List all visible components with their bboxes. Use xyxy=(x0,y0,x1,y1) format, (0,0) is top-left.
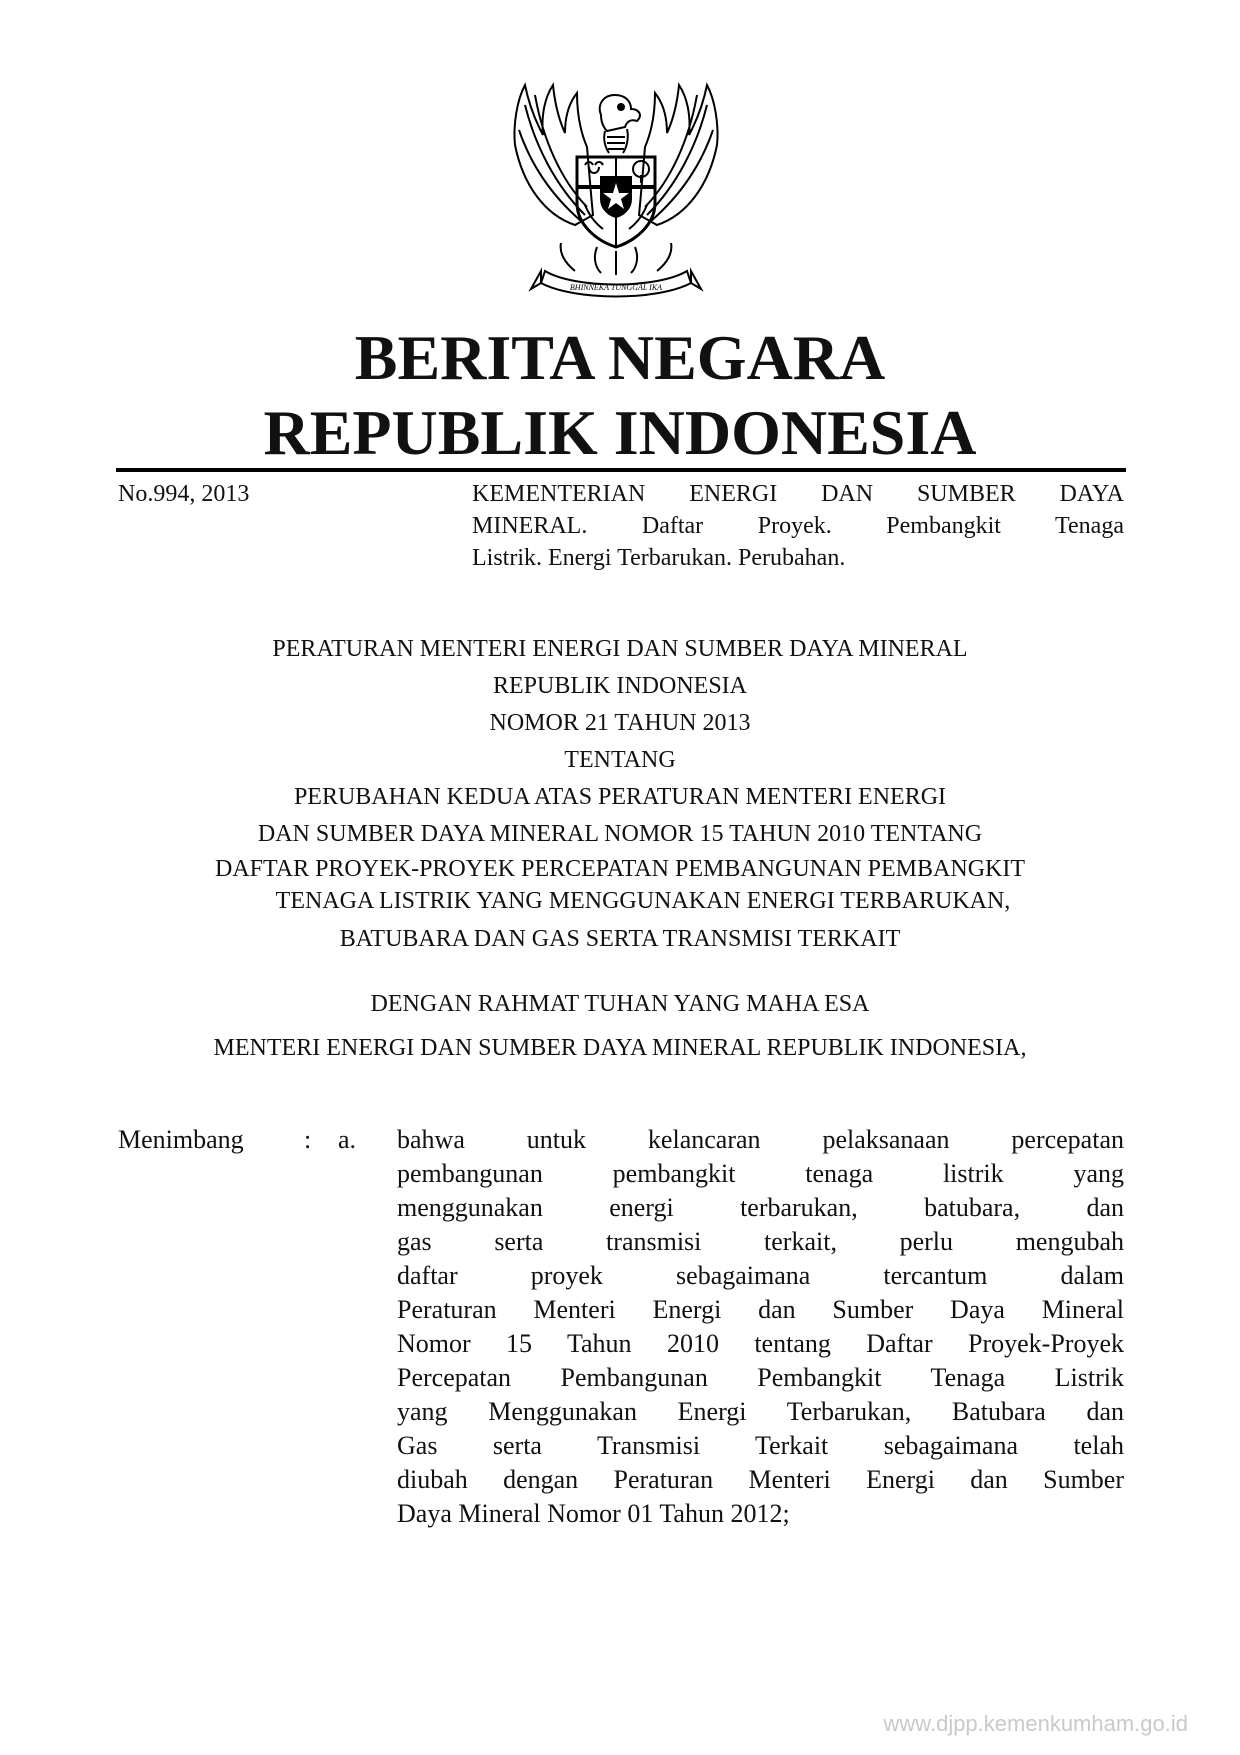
opening-minister: MENTERI ENERGI DAN SUMBER DAYA MINERAL REPUBLIK INDONESIA, xyxy=(213,1035,1027,1061)
considering-text-line: menggunakan energi terbarukan, batubara, dan xyxy=(397,1193,1124,1222)
considering-text-line: Nomor 15 Tahun 2010 tentang Daftar Proyek-Proyek xyxy=(397,1329,1124,1358)
regulation-title-line: NOMOR 21 TAHUN 2013 xyxy=(489,710,751,736)
considering-text-line: bahwa untuk kelancaran pelaksanaan percepatan xyxy=(397,1125,1124,1154)
regulation-title-line: REPUBLIK INDONESIA xyxy=(493,673,747,699)
gazette-number: No.994, 2013 xyxy=(118,481,250,507)
source-watermark: www.djpp.kemenkumham.go.id xyxy=(883,1711,1188,1736)
considering-text-line: yang Menggunakan Energi Terbarukan, Batubara dan xyxy=(397,1397,1124,1426)
gazette-description-line: KEMENTERIAN ENERGI DAN SUMBER DAYA xyxy=(472,481,1124,507)
opening-invocation: DENGAN RAHMAT TUHAN YANG MAHA ESA xyxy=(370,991,870,1017)
considering-text-line: Percepatan Pembangunan Pembangkit Tenaga Listrik xyxy=(397,1363,1124,1392)
regulation-title xyxy=(0,631,1240,958)
gazette-description-line: MINERAL. Daftar Proyek. Pembangkit Tenaga xyxy=(472,513,1124,539)
garuda-pancasila-emblem xyxy=(505,75,727,310)
regulation-title-line: DAFTAR PROYEK-PROYEK PERCEPATAN PEMBANGUNAN PEMBANGKIT xyxy=(214,856,1026,882)
considering-text-line: Peraturan Menteri Energi dan Sumber Daya Mineral xyxy=(397,1295,1124,1324)
considering-text-line: diubah dengan Peraturan Menteri Energi dan Sumber xyxy=(397,1465,1124,1494)
regulation-title-line: PERUBAHAN KEDUA ATAS PERATURAN MENTERI ENERGI xyxy=(293,784,947,810)
masthead-subtitle: REPUBLIK INDONESIA xyxy=(263,397,977,468)
opening-clause xyxy=(0,982,1240,1070)
regulation-title-line: TENAGA LISTRIK YANG MENGGUNAKAN ENERGI TERBARUKAN, xyxy=(275,888,1011,914)
gazette-description xyxy=(472,478,1124,574)
regulation-title-line: PERATURAN MENTERI ENERGI DAN SUMBER DAYA MINERAL xyxy=(272,636,968,662)
masthead-title: BERITA NEGARA xyxy=(354,322,886,393)
considering-text-line: gas serta transmisi terkait, perlu mengubah xyxy=(397,1227,1124,1256)
considering-text-line: daftar proyek sebagaimana tercantum dalam xyxy=(397,1261,1124,1290)
considering-item-letter: a. xyxy=(338,1125,357,1154)
regulation-title-line: TENTANG xyxy=(564,747,676,773)
regulation-title-line: BATUBARA DAN GAS SERTA TRANSMISI TERKAIT xyxy=(339,926,901,952)
considering-colon: : xyxy=(304,1125,312,1154)
header-divider xyxy=(116,468,1126,472)
considering-text-line: Gas serta Transmisi Terkait sebagaimana telah xyxy=(397,1431,1124,1460)
considering-text-line: Daya Mineral Nomor 01 Tahun 2012; xyxy=(397,1499,790,1528)
considering-label: Menimbang xyxy=(118,1125,244,1154)
considering-text-line: pembangunan pembangkit tenaga listrik yang xyxy=(397,1159,1124,1188)
regulation-title-line: DAN SUMBER DAYA MINERAL NOMOR 15 TAHUN 2010 TENTANG xyxy=(257,821,983,847)
considering-item-text xyxy=(397,1123,1124,1531)
emblem-motto: BHINNEKA TUNGGAL IKA xyxy=(569,283,663,292)
gazette-description-line: Listrik. Energi Terbarukan. Perubahan. xyxy=(472,545,846,571)
